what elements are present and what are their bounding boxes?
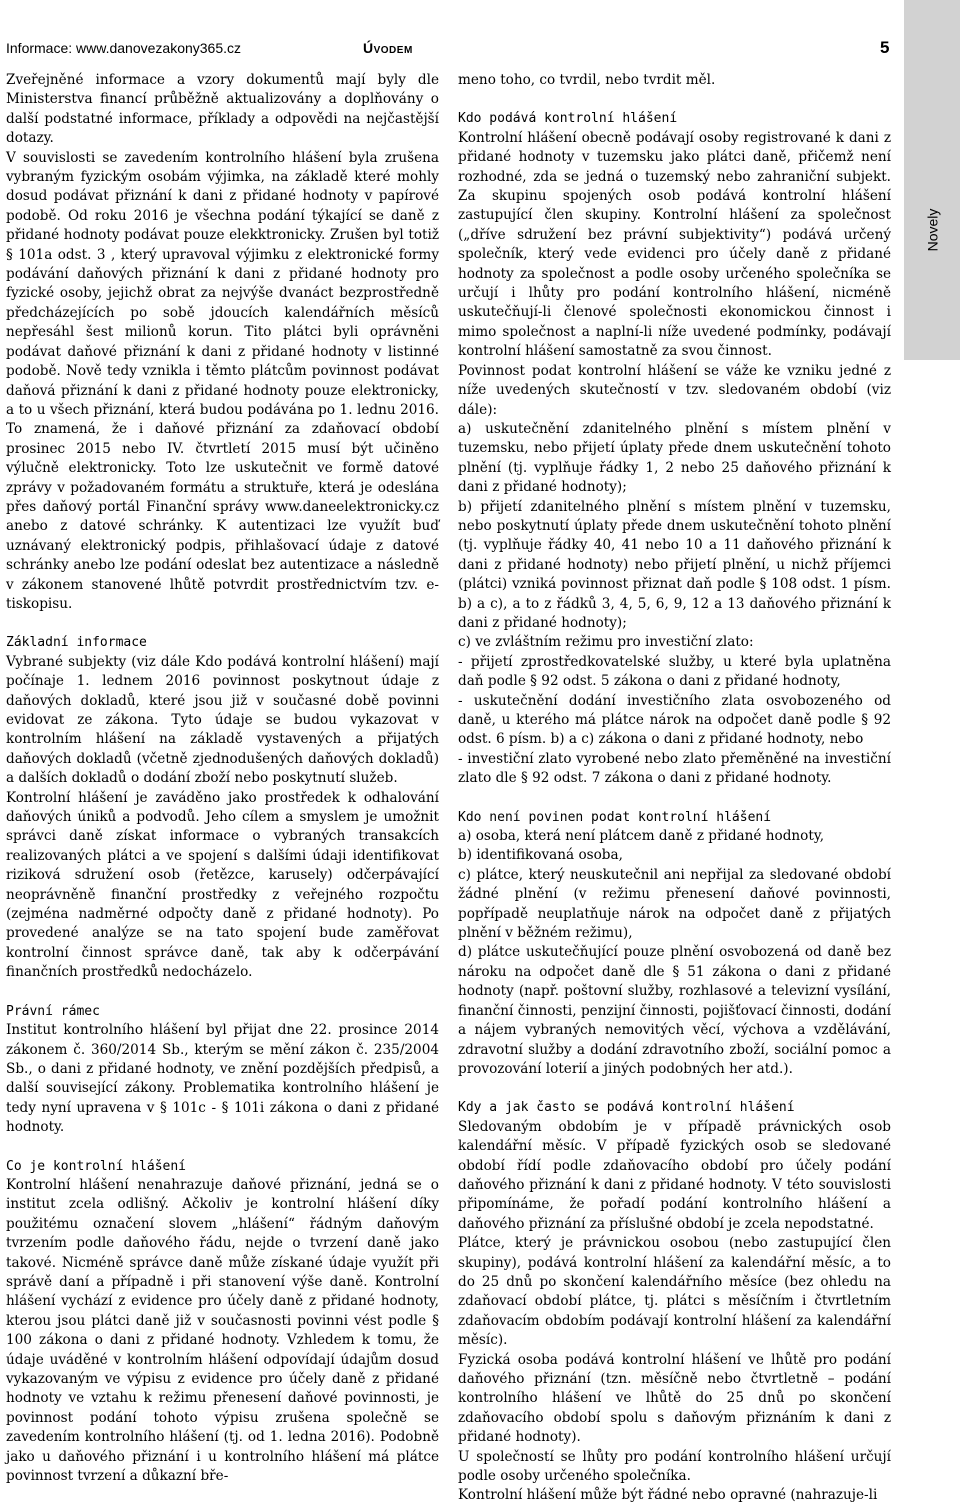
side-tab [904, 0, 960, 360]
paragraph: Povinnost podat kontrolní hlášení se váže ke vzniku jedné z níže uvedených skutečností v tzv. sledovaném období (viz dále): [458, 362, 891, 418]
paragraph: Zveřejněné informace a vzory dokumentů mají byly dle Ministerstva financí průběžně aktualizovány a doplňovány o další podstatné informace, příklady a odpovědi na nejčastější dotazy. [6, 72, 439, 147]
section-heading: Základní informace [6, 635, 147, 651]
section-heading: Kdo podává kontrolní hlášení [458, 111, 678, 127]
paragraph: Sledovaným obdobím je v případě právnických osob kalendářní měsíc. V případě fyzických osob se sledované období řídí podle zdaňovacího období pro účely podání daňového přiznání k dani z přidané hodnoty. V této souvislosti připomínáme, že pořadí podání kontrolního hlášení a daňového přiznání za příslušné období je zcela nepodstatné. [458, 1118, 891, 1232]
paragraph: Kontrolní hlášení je zaváděno jako prostředek k odhalování daňových úniků a podvodů. Jeho cílem a smyslem je umožnit správci daně získat informace o vybraných transakcích realizovaných plátci a ve spojení s dalšími údaji identifikovat riziková sdružení osob (řetězce, karusely) odčerpávající neoprávněně finanční prostředky z veřejného rozpočtu (zejména nadměrné odpočty daně z přidané hodnoty). Po provedené analýze se na tato spojení bude zaměřovat kontrolní činnost správce daně, tak aby k odčerpávání finančních prostředků nedocházelo. [6, 789, 439, 981]
list-item: - investiční zlato vyrobené nebo zlato přeměněné na investiční zlato dle § 92 odst. 7 zákona o dani z přidané hodnoty. [458, 750, 891, 787]
paragraph: U společností se lhůty pro podání kontrolního hlášení určují podle osoby určeného společníka. [458, 1448, 891, 1485]
section-heading: Co je kontrolní hlášení [6, 1158, 187, 1174]
paragraph: V souvislosti se zavedením kontrolního hlášení byla zrušena vybraným fyzickým osobám výjimka, na základě které mohly dosud podávat přiznání k dani z přidané hodnoty v papírové podobě. Od roku 2016 je všechna podání týkající se daně z přidané hodnoty podávat pouze elekktronicky. Zrušen byl totiž § 101a odst. 3 , který upravoval výjimku z elektronické formy podávání daňových přiznání k dani z přidané hodnoty pro fyzické osoby, jejichž obrat za nejvýše dvanáct bezprostředně předcházejících po sobě jdoucích kalendářních měsíců nepřesáhl šest milionů korun. Tito plátci byli oprávněni podávat daňové přiznání k dani z přidané hodnoty v listinné podobě. Nově tedy vznikla i těmto plátcům povinnost podávat daňová přiznání k dani z přidané hodnoty pouze elektronicky, a to u všech přiznání, která budou podávána po 1. lednu 2016. To znamená, že i daňové přiznání za zdaňovací období prosinec 2015 nebo IV. čtvrtletí 2015 musí být učiněno výlučně elektronicky. Toto lze uskutečnit ve formě datové zprávy v požadovaném formátu a struktuře, která je odeslána přes daňový portál Finanční správy www.daneelektronicky.cz anebo z datové schránky. K autentizaci lze využít buď uznávaný elektronický podpis, přihlašovací údaje z datové schránky anebo lze podání odeslat bez autentizace a následně v zákonem stanovené lhůtě potvrdit prostřednictvím tzv. e-tiskopisu. [6, 149, 439, 612]
page-number: 5 [880, 38, 890, 57]
list-item: - přijetí zprostředkovatelské služby, u které byla uplatněna daň podle § 92 odst. 5 zákona o dani z přidané hodnoty, [458, 653, 891, 690]
list-item: a) osoba, která není plátcem daně z přidané hodnoty, [458, 828, 825, 845]
list-item: d) plátce uskutečňující pouze plnění osvobozená od daně bez nároku na odpočet daně dle § 51 zákona o dani z přidané hodnoty (např. poštovní služby, rozhlasové a televizní vysílání, finanční činnosti, penzijní činnosti, pojišťovací činnosti, dodání a nájem vybraných nemovitých věcí, výchova a vzdělávání, zdravotní služby a dodání zdravotního zboží, sociální pomoc a provozování loterií a jiných podobných her atd.). [458, 944, 891, 1077]
list-item: c) plátce, který neuskutečnil ani nepřijal za sledované období žádné plnění (v režimu přenesení daňové povinnosti, popřípadě neuplatňuje nárok na odpočet daně z přijatých plnění v běžném režimu), [458, 866, 891, 942]
list-item: a) uskutečnění zdanitelného plnění s místem plnění v tuzemsku, nebo přijetí úplaty přede dnem uskutečnění tohoto plnění (tj. vyplňuje řádky 1, 2 nebo 25 daňového přiznání k dani z přidané hodnoty); [458, 420, 891, 496]
list-item: c) ve zvláštním režimu pro investiční zlato: [458, 634, 754, 651]
paragraph: meno toho, co tvrdil, nebo tvrdit měl. [458, 72, 716, 88]
list-item: b) přijetí zdanitelného plnění s místem plnění v tuzemsku, nebo poskytnutí úplaty přede dnem uskutečnění tohoto plnění (tj. vyplňuje řádky 40, 41 nebo 10 a 11 daňového přiznání k dani z přidané hodnoty) nebo přijetí plnění, u nichž příjemci (plátci) vzniká povinnost přiznat daň podle § 108 odst. 1 písm. b) a c), a to z řádků 3, 4, 5, 6, 9, 12 a 13 daňového přiznání k dani z přidané hodnoty); [458, 498, 891, 631]
paragraph: Kontrolní hlášení obecně podávají osoby registrované k dani z přidané hodnoty v tuzemsku jako plátci daně, přičemž není rozhodné, zda se jedná o tuzemský nebo zahraniční subjekt. Za skupinu spojených osob podává kontrolní hlášení zastupující člen skupiny. Kontrolní hlášení za společnost („dříve sdružení bez právní subjektivity“) podává určený společník, který vede evidenci pro účely daně z přidané hodnoty za společnost a podle osoby určeného společníka se určují i lhůty pro podání kontrolního hlášení, nicméně uskutečňují-li členové společnosti ekonomickou činnost i mimo společnost a naplní-li níže uvedené podmínky, podávají kontrolní hlášení samostatně za svou činnost. [458, 129, 891, 360]
left-column [6, 71, 439, 1486]
paragraph: Fyzická osoba podává kontrolní hlášení ve lhůtě pro podání daňového přiznání (tzn. měsíčně nebo čtvrtletně – podání kontrolního hlášení ve lhůtě do 25 dnů po skončení zdaňovacího období spolu s daňovým přiznáním k dani z přidané hodnoty). [458, 1351, 891, 1446]
section-heading: Kdy a jak často se podává kontrolní hlášení [458, 1100, 795, 1116]
side-tab-label: Novely [923, 208, 940, 252]
section-heading: Kdo není povinen podat kontrolní hlášení [458, 809, 772, 825]
section-heading: Právní rámec [6, 1003, 100, 1019]
paragraph: Kontrolní hlášení může být řádné nebo opravné (nahrazuje-li [458, 1487, 878, 1504]
paragraph: Institut kontrolního hlášení byl přijat dne 22. prosince 2014 zákonem č. 360/2014 Sb., kterým se mění zákon č. 235/2004 Sb., o dani z přidané hodnoty, ve znění pozdějších předpisů, a další související zákony. Problematika kontrolního hlášení je tedy nyní upravena v § 101c - § 101i zákona o dani z přidané hodnoty. [6, 1022, 439, 1136]
paragraph: Plátce, který je právnickou osobou (nebo zastupující člen skupiny), podává kontrolní hlášení za kalendářní měsíc, a to do 25 dnů po skončení kalendářního měsíce (bez ohledu na zdaňovací období plátce, tj. plátci s měsíčním i čtvrtletním zdaňovacím obdobím podávají kontrolní hlášení za kalendářní měsíc). [458, 1235, 891, 1349]
list-item: b) identifikovaná osoba, [458, 847, 623, 864]
right-column [458, 71, 891, 1506]
header-source-link[interactable]: Informace: www.danovezakony365.cz [6, 40, 242, 56]
paragraph: Vybrané subjekty (viz dále Kdo podává kontrolní hlášení) mají počínaje 1. lednem 2016 povinnost poskytnout údaje z daňových dokladů, které jsou již v současné době povinni evidovat ze zákona. Tyto údaje se budou vykazovat v kontrolním hlášení na základě vystavených a přijatých daňových dokladů (včetně zjednodušených daňových dokladů) a dalších dokladů o dodání zboží nebo poskytnutí služeb. [6, 653, 439, 787]
paragraph: Kontrolní hlášení nenahrazuje daňové přiznání, jedná se o institut zcela odlišný. Ačkoliv je kontrolní hlášení díky použitému označení slovem „hlášení“ řádným daňovým tvrzením podle daňového řádu, nejde o tvrzení daně jako takové. Nicméně správce daně může získané údaje využít při správě daní a případně i při stanovení výše daně. Kontrolní hlášení vychází z evidence pro účely daně z přidané hodnoty, kterou jsou plátci daně již v současnosti povinni vést podle § 100 zákona o dani z přidané hodnoty. Vzhledem k tomu, že údaje uváděné v kontrolním hlášení odpovídají údajům dosud vykazovaným ve výpisu z evidence pro účely daně z přidané hodnoty ve vztahu k režimu přenesení daňové povinnosti, je povinnost podání tohoto výpisu zrušena společně se zavedením kontrolního hlášení (tj. od 1. ledna 2016). Podobně jako u daňového přiznání i u kontrolního hlášení má plátce povinnost tvrzení a důkazní bře- [6, 1176, 439, 1485]
header-section-title: Úvodem [363, 40, 413, 56]
list-item: - uskutečnění dodání investičního zlata osvobozeného od daně, u kterého má plátce nárok na odpočet daně podle § 92 odst. 6 písm. b) a c) zákona o dani z přidané hodnoty, nebo [458, 692, 891, 748]
